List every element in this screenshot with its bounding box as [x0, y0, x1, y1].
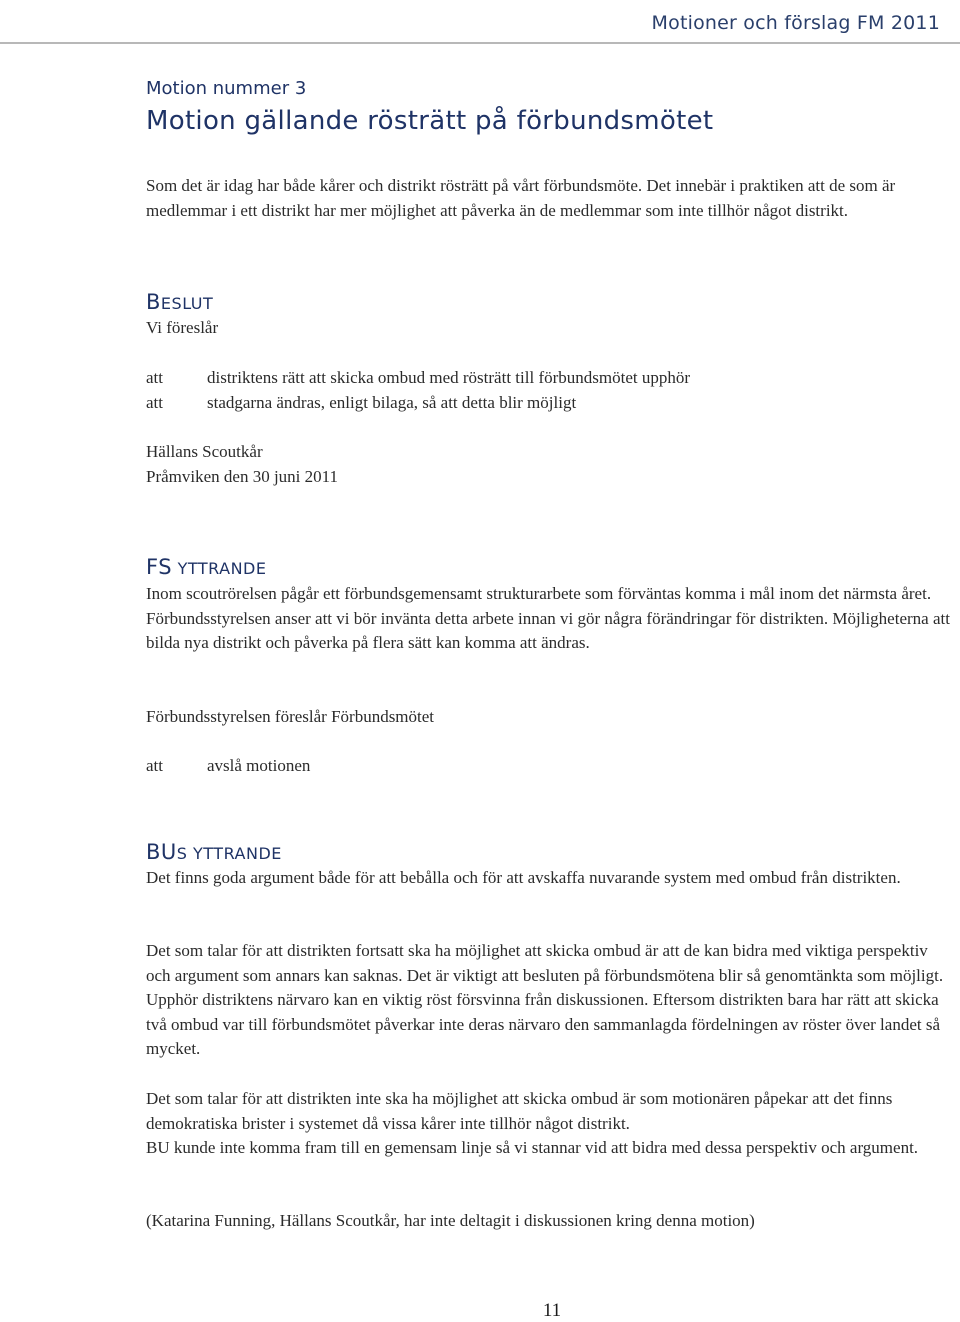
motion-intro: Som det är idag har både kårer och distrikt rösträtt på vårt förbundsmöte. Det innebär i praktiken att de som är medlemmar i ett distrikt har mer möjlighet att påverka än de medlemmar som inte tillhör något distrikt. — [146, 176, 896, 220]
att-text: avslå motionen — [207, 756, 311, 775]
signature-org: Hällans Scoutkår — [146, 442, 263, 461]
fs-heading-initial: FS — [146, 555, 173, 579]
bus-note: (Katarina Funning, Hällans Scoutkår, har inte deltagit i diskussionen kring denna motion) — [146, 1211, 755, 1230]
bus-paragraph: Det som talar för att distrikten fortsatt ska ha möjlighet att skicka ombud är att de kan bidra med viktiga perspektiv och argument som annars kan saknas. Det är viktigt att besluten på förbundsmötena blir så genomtänkta som möjligt. Upphör distriktens närvaro kan en viktig röst försvinna från diskussionen. Eftersom distrikten bara har rätt att skicka två ombud var till förbundsmötet påverkar inte deras närvaro den sammanlagda fördelningen av röster över landet så mycket. — [146, 941, 944, 1058]
header-divider — [0, 42, 960, 44]
att-label: att — [146, 756, 163, 775]
bus-heading-rest: YTTRANDE — [187, 844, 282, 863]
att-text: distriktens rätt att skicka ombud med rösträtt till förbundsmötet upphör — [207, 368, 691, 387]
page-header — [0, 0, 960, 44]
bus-yttrande-heading — [146, 840, 282, 864]
bus-paragraph: BU kunde inte komma fram till en gemensam linje så vi stannar vid att bidra med dessa perspektiv och argument. — [146, 1138, 919, 1157]
beslut-lead: Vi föreslår — [146, 318, 219, 337]
motion-title: Motion gällande rösträtt på förbundsmötet — [146, 106, 714, 136]
bus-paragraph: Det finns goda argument både för att bebålla och för att avskaffa nuvarande system med ombud från distrikten. — [146, 868, 901, 887]
fs-proposal-lead: Förbundsstyrelsen föreslår Förbundsmötet — [146, 707, 435, 726]
header-title: Motioner och förslag FM 2011 — [651, 12, 940, 34]
fs-proposal-item — [146, 754, 954, 779]
att-label: att — [146, 393, 163, 412]
beslut-item — [146, 391, 954, 416]
fs-heading-rest: YTTRANDE — [172, 559, 267, 578]
att-text: stadgarna ändras, enligt bilaga, så att detta blir möjligt — [207, 393, 577, 412]
signature-place-date: Pråmviken den 30 juni 2011 — [146, 467, 339, 486]
page-number: 11 — [542, 1300, 562, 1321]
bus-heading-s: S — [176, 844, 188, 863]
motion-number: Motion nummer 3 — [146, 78, 307, 99]
beslut-item — [146, 366, 954, 391]
bus-heading-initial: BU — [146, 840, 177, 864]
bus-paragraph: Det som talar för att distrikten inte ska ha möjlighet att skicka ombud är som motionären påpekar att det finns demokratiska brister i systemet då vissa kårer inte tillhör något distrikt. — [146, 1089, 893, 1133]
fs-yttrande-paragraph: Inom scoutrörelsen pågår ett förbundsgemensamt strukturarbete som förväntas komma i mål inom det närmsta året. Förbundsstyrelsen anser att vi bör invänta detta arbete innan vi gör några förändringar för distrikten. Möjligheterna att bilda nya distrikt och påverka på flera sätt kan komma att ändras. — [146, 584, 950, 652]
fs-yttrande-heading — [146, 555, 266, 579]
beslut-heading-rest: ESLUT — [160, 294, 214, 313]
beslut-heading-initial: B — [146, 290, 161, 314]
att-label: att — [146, 368, 163, 387]
beslut-heading — [146, 290, 213, 314]
